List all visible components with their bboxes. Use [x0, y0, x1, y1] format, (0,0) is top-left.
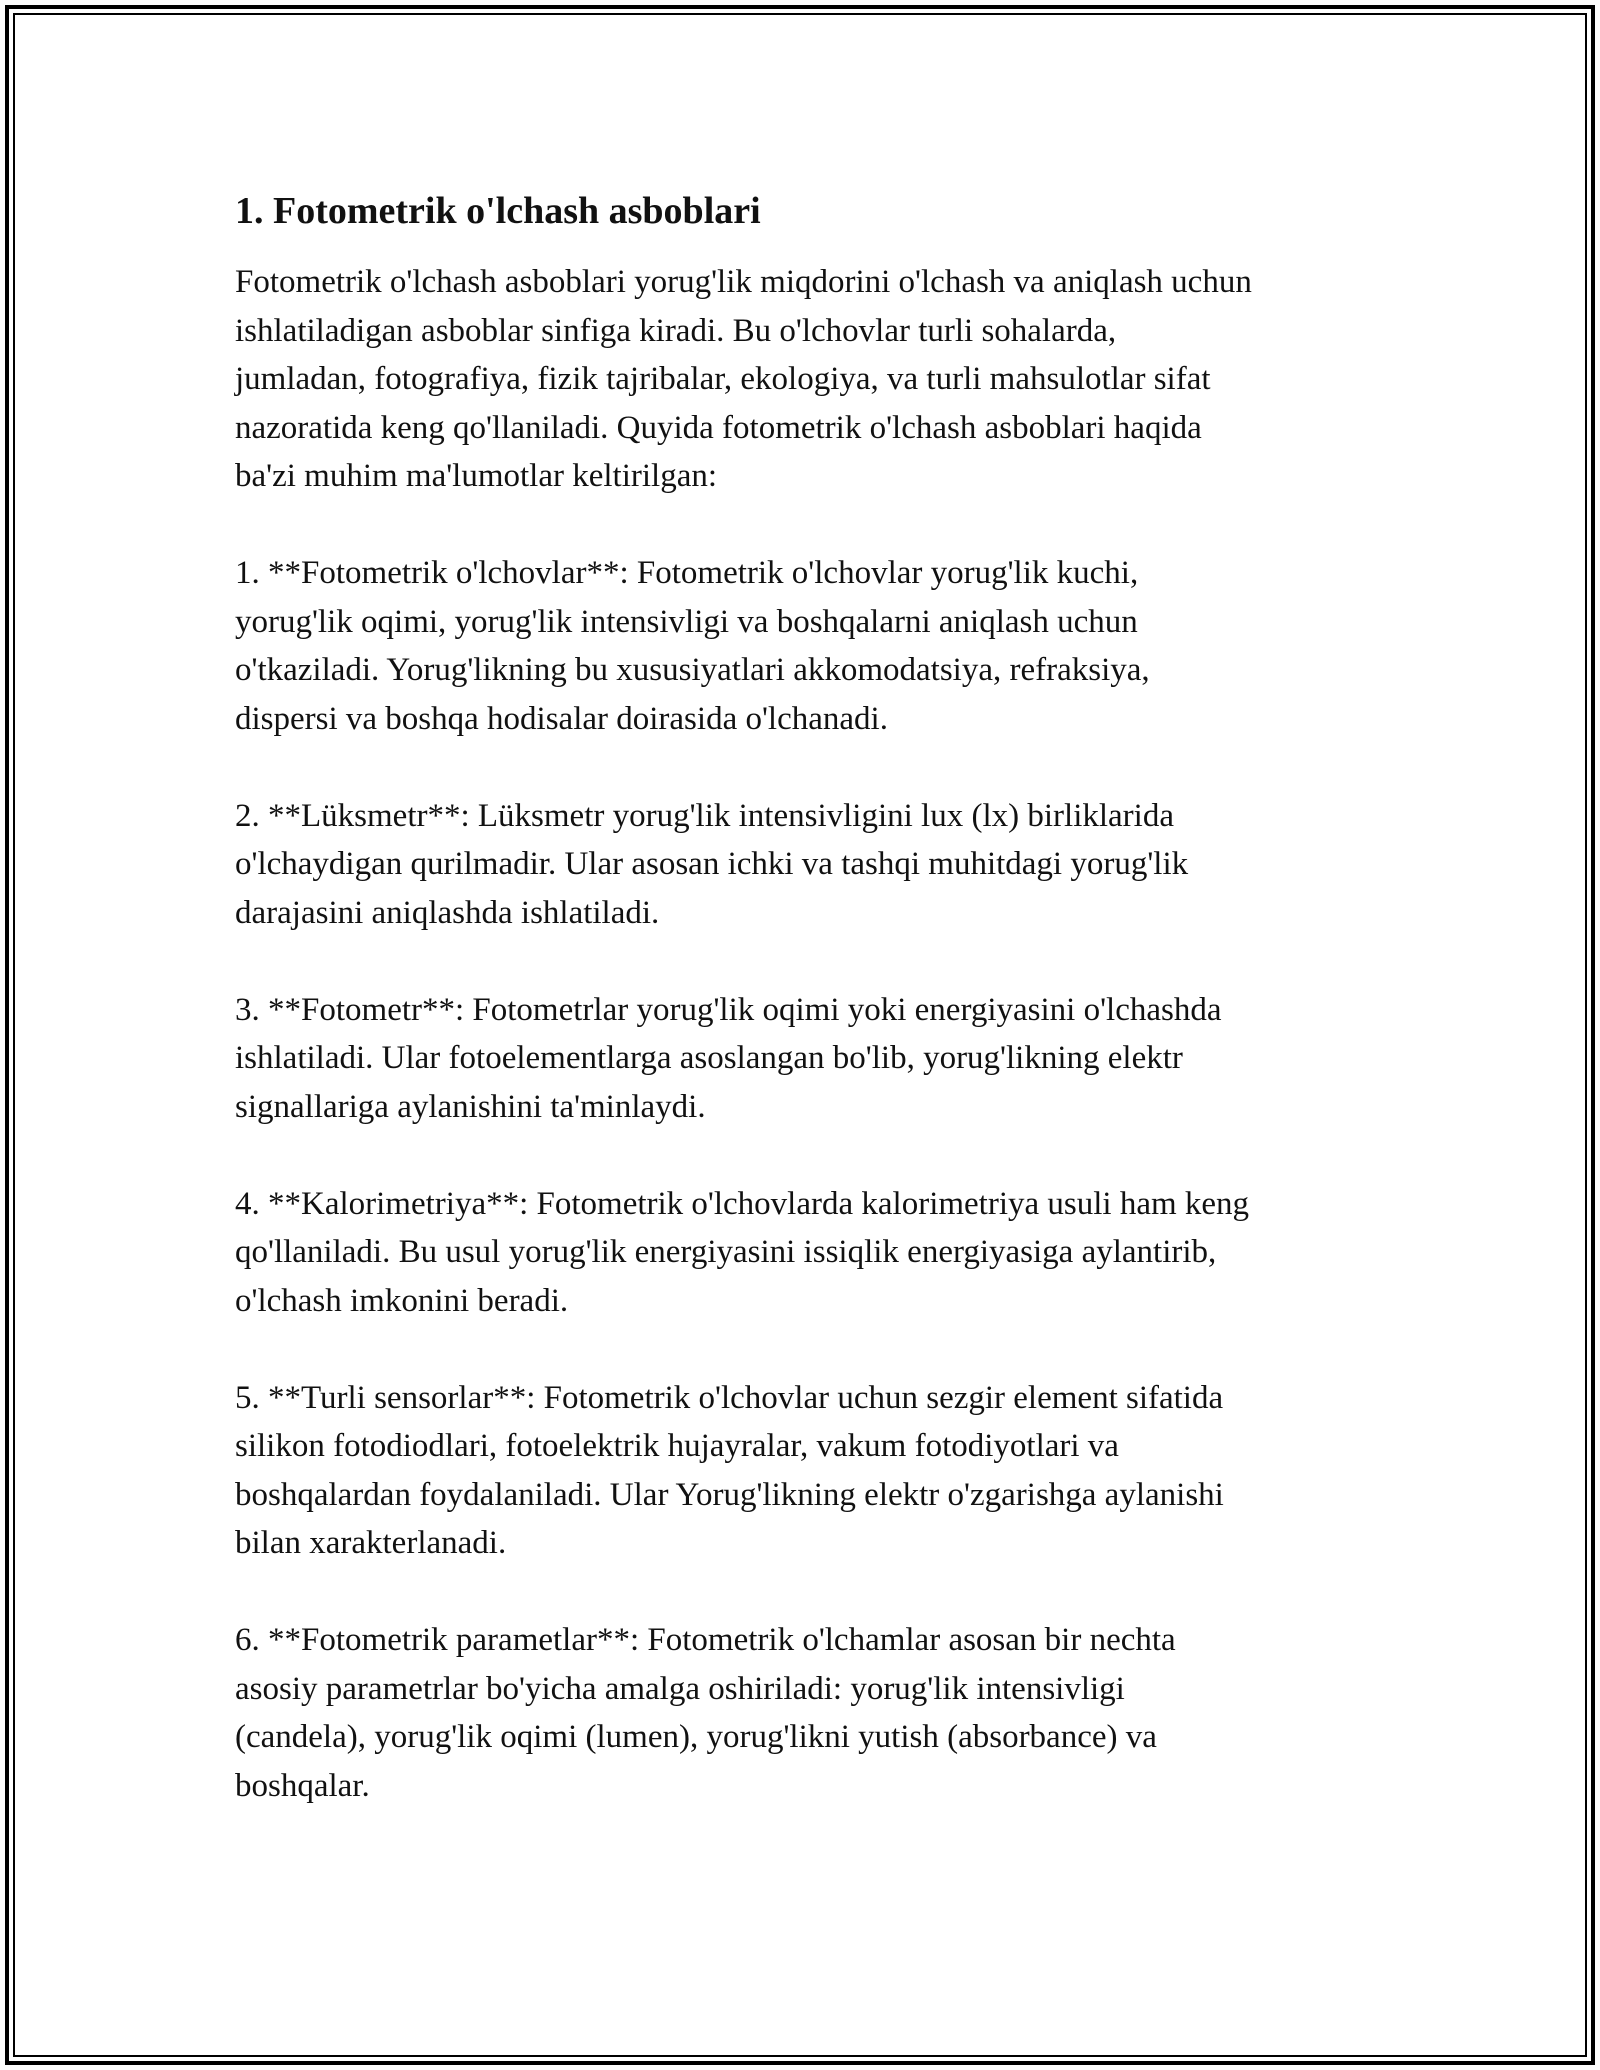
text-line: 6. **Fotometrik parametlar**: Fotometrik o'lchamlar asosan bir nechta	[235, 1622, 1176, 1658]
text-line: o'tkaziladi. Yorug'likning bu xususiyatlari akkomodatsiya, refraksiya,	[235, 652, 1150, 688]
text-line: silikon fotodiodlari, fotoelektrik hujayralar, vakum fotodiyotlari va	[235, 1428, 1119, 1464]
text-line: yorug'lik oqimi, yorug'lik intensivligi va boshqalarni aniqlash uchun	[235, 603, 1138, 640]
list-item-fotometrik-parametlar	[235, 1616, 1375, 1810]
intro-paragraph	[235, 258, 1375, 501]
list-item-fotometr	[235, 986, 1375, 1132]
text-line: boshqalardan foydalaniladi. Ular Yorug'likning elektr o'zgarishga aylanishi	[235, 1476, 1224, 1513]
text-line: Fotometrik o'lchash asboblari yorug'lik miqdorini o'lchash va aniqlash uchun	[235, 264, 1252, 300]
text-line: bilan xarakterlanadi.	[235, 1525, 507, 1561]
text-line: 5. **Turli sensorlar**: Fotometrik o'lchovlar uchun sezgir element sifatida	[235, 1379, 1224, 1416]
text-line: darajasini aniqlashda ishlatiladi.	[235, 894, 660, 931]
text-line: nazoratida keng qo'llaniladi. Quyida fotometrik o'lchash asboblari haqida	[235, 409, 1202, 446]
list-item-luksmetr	[235, 792, 1375, 938]
list-item-turli-sensorlar	[235, 1374, 1375, 1568]
text-line: ishlatiladi. Ular fotoelementlarga asoslangan bo'lib, yorug'likning elektr	[235, 1040, 1183, 1076]
text-line: (candela), yorug'lik oqimi (lumen), yorug'likni yutish (absorbance) va	[235, 1719, 1157, 1755]
list-item-fotometrik-olchovlar	[235, 549, 1375, 743]
text-line: dispersi va boshqa hodisalar doirasida o'lchanadi.	[235, 700, 888, 737]
text-line: 1. **Fotometrik o'lchovlar**: Fotometrik o'lchovlar yorug'lik kuchi,	[235, 555, 1139, 591]
text-line: o'lchash imkonini beradi.	[235, 1282, 569, 1319]
text-line: ba'zi muhim ma'lumotlar keltirilgan:	[235, 458, 718, 494]
list-item-kalorimetriya	[235, 1180, 1375, 1326]
document-body	[235, 186, 1375, 1859]
text-line: o'lchaydigan qurilmadir. Ular asosan ichki va tashqi muhitdagi yorug'lik	[235, 846, 1189, 882]
text-line: ishlatiladigan asboblar sinfiga kiradi. Bu o'lchovlar turli sohalarda,	[235, 312, 1117, 349]
text-line: boshqalar.	[235, 1767, 370, 1804]
text-line: signallariga aylanishini ta'minlaydi.	[235, 1088, 706, 1125]
text-line: jumladan, fotografiya, fizik tajribalar, ekologiya, va turli mahsulotlar sifat	[235, 361, 1211, 397]
text-line: 2. **Lüksmetr**: Lüksmetr yorug'lik intensivligini lux (lx) birliklarida	[235, 797, 1174, 834]
text-line: 4. **Kalorimetriya**: Fotometrik o'lchovlarda kalorimetriya usuli ham keng	[235, 1185, 1250, 1222]
text-line: qo'llaniladi. Bu usul yorug'lik energiyasini issiqlik energiyasiga aylantirib,	[235, 1234, 1217, 1270]
text-line: asosiy parametrlar bo'yicha amalga oshiriladi: yorug'lik intensivligi	[235, 1670, 1125, 1707]
text-line: 3. **Fotometr**: Fotometrlar yorug'lik oqimi yoki energiyasini o'lchashda	[235, 991, 1222, 1028]
document-title: 1. Fotometrik o'lchash asboblari	[235, 190, 761, 232]
